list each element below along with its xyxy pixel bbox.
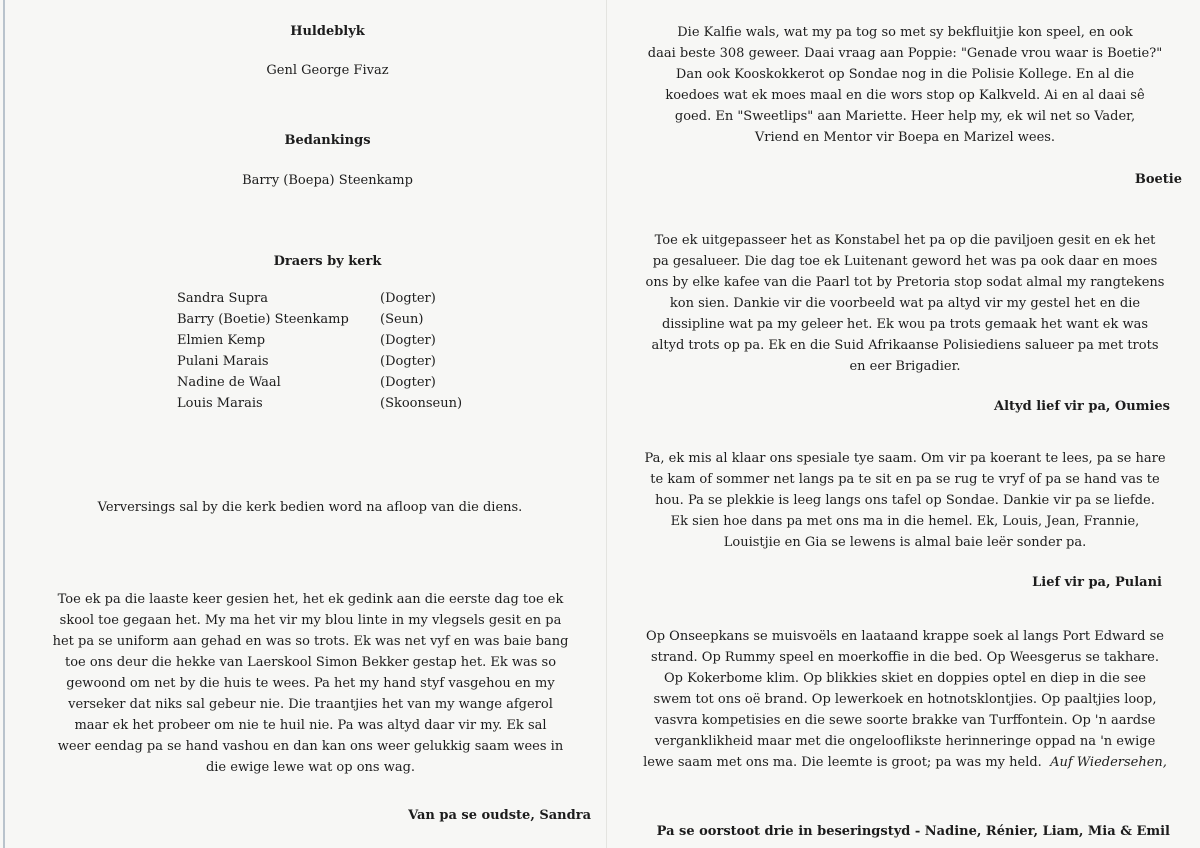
text-line: Vriend en Mentor vir Boepa en Marizel wees. [754,130,1056,145]
thanks-heading: Bedankings [284,133,371,148]
bearer-name: Sandra Supra [177,291,269,306]
bearer-row [177,351,462,372]
text-line: vasvra kompetisies en die sewe soorte brakke van Turffontein. Op 'n aardse [654,713,1156,728]
text-line-body: lewe saam met ons ma. Die leemte is groot; pa was my held. [643,755,1042,770]
bearer-role: (Dogter) [380,333,436,348]
bearer-role: (Dogter) [380,291,436,306]
bearers-heading: Draers by kerk [273,254,382,269]
text-line: die ewige lewe wat op ons wag. [205,760,416,775]
bearers-list [177,288,462,414]
bearer-role: (Seun) [380,312,424,327]
tribute-speaker: Genl George Fivaz [266,63,389,78]
bearer-row [177,372,462,393]
text-line: verseker dat niks sal gebeur nie. Die traantjies het van my wange afgerol [68,697,553,712]
grandchildren-signature: Pa se oorstoot drie in beseringstyd - Nadine, Rénier, Liam, Mia & Emil [656,824,1170,839]
text-line: daai beste 308 geweer. Daai vraag aan Poppie: "Genade vrou waar is Boetie?" [647,46,1163,61]
text-line: Toe ek pa die laaste keer gesien het, het ek gedink aan die eerste dag toe ek [57,592,564,607]
text-line: ons by elke kafee van die Paarl tot by Pretoria stop sodat almal my rangtekens [645,275,1165,290]
bearer-name: Elmien Kemp [177,333,266,348]
text-line: maar ek het probeer om nie te huil nie. Pa was altyd daar vir my. Ek sal [74,718,547,733]
text-line: Dan ook Kooskokkerot op Sondae nog in die Polisie Kollege. En al die [675,67,1135,82]
text-line: gewoond om net by die huis te wees. Pa het my hand styf vasgehou en my [66,676,555,691]
bearer-row [177,288,462,309]
refreshments-notice: Verversings sal by die kerk bedien word na afloop van die diens. [97,500,523,515]
text-line: hou. Pa se plekkie is leeg langs ons tafel op Sondae. Dankie vir pa se liefde. [655,493,1155,508]
boetie-signature: Boetie [1134,172,1182,187]
tribute-paragraph [28,589,593,778]
text-line: goed. En "Sweetlips" aan Mariette. Heer help my, ek wil net so Vader, [674,109,1136,124]
text-line: altyd trots op pa. Ek en die Suid Afrikaanse Polisiediens salueer pa met trots [651,338,1159,353]
bearer-name: Barry (Boetie) Steenkamp [177,312,349,327]
text-line: Pa, ek mis al klaar ons spesiale tye saam. Om vir pa koerant te lees, pa se hare [644,451,1166,466]
bearer-row [177,393,462,414]
text-line: strand. Op Rummy speel en moerkoffie in die bed. Op Weesgerus se takhare. [650,650,1160,665]
bearer-row [177,330,462,351]
pulani-paragraph [618,448,1192,553]
grandchildren-paragraph [618,626,1192,773]
text-line: Op Kokerbome klim. Op blikkies skiet en doppies optel en diep in die see [664,671,1146,686]
oumies-signature: Altyd lief vir pa, Oumies [994,399,1170,414]
text-line [618,752,1192,773]
text-line: toe ons deur die hekke van Laerskool Simon Bekker gestap het. Ek was so [64,655,557,670]
boetie-paragraph [618,22,1192,148]
text-line: skool toe gegaan het. My ma het vir my blou linte in my vlegsels gesit en pa [59,613,562,628]
bearer-role: (Dogter) [380,375,436,390]
bearer-role: (Dogter) [380,354,436,369]
text-line: pa gesalueer. Die dag toe ek Luitenant geword het was pa ook daar en moes [652,254,1158,269]
bearer-name: Pulani Marais [177,354,269,369]
text-line: Louistjie en Gia se lewens is almal baie leër sonder pa. [723,535,1087,550]
text-line: het pa se uniform aan gehad en was so trots. Ek was net vyf en was baie bang [52,634,569,649]
bearer-name: Louis Marais [177,396,263,411]
text-line: kon sien. Dankie vir die voorbeeld wat pa altyd vir my gestel het en die [669,296,1141,311]
bearer-name: Nadine de Waal [177,375,281,390]
bearer-row [177,309,462,330]
text-line: Toe ek uitgepasseer het as Konstabel het pa op die paviljoen gesit en ek het [654,233,1156,248]
right-page [610,0,1200,848]
text-line: te kam of sommer net langs pa te sit en pa se rug te vryf of pa se hand vas te [650,472,1160,487]
text-line: swem tot ons oë brand. Op lewerkoek en hotnotsklontjies. Op paaltjies loop, [653,692,1157,707]
bearer-role: (Skoonseun) [380,396,463,411]
text-line: dissipline wat pa my geleer het. Ek wou pa trots gemaak het want ek was [661,317,1149,332]
tribute-signature: Van pa se oudste, Sandra [408,808,591,823]
text-line: en eer Brigadier. [849,359,961,374]
text-line: Op Onseepkans se muisvoëls en laataand krappe soek al langs Port Edward se [646,629,1164,644]
thanks-speaker: Barry (Boepa) Steenkamp [242,173,413,188]
text-line: Ek sien hoe dans pa met ons ma in die hemel. Ek, Louis, Jean, Frannie, [670,514,1140,529]
pulani-signature: Lief vir pa, Pulani [1032,575,1162,590]
text-line: verganklikheid maar met die ongelooflikste herinneringe oppad na 'n ewige [654,734,1156,749]
tribute-heading: Huldeblyk [290,24,365,39]
text-line: koedoes wat ek moes maal en die wors stop op Kalkveld. Ai en al daai sê [665,88,1145,103]
text-line: Die Kalfie wals, wat my pa tog so met sy bekfluitjie kon speel, en ook [677,25,1133,40]
oumies-paragraph [618,230,1192,377]
text-line: weer eendag pa se hand vashou en dan kan ons weer gelukkig saam wees in [57,739,564,754]
auf-wiedersehen: Auf Wiedersehen, [1050,755,1167,770]
